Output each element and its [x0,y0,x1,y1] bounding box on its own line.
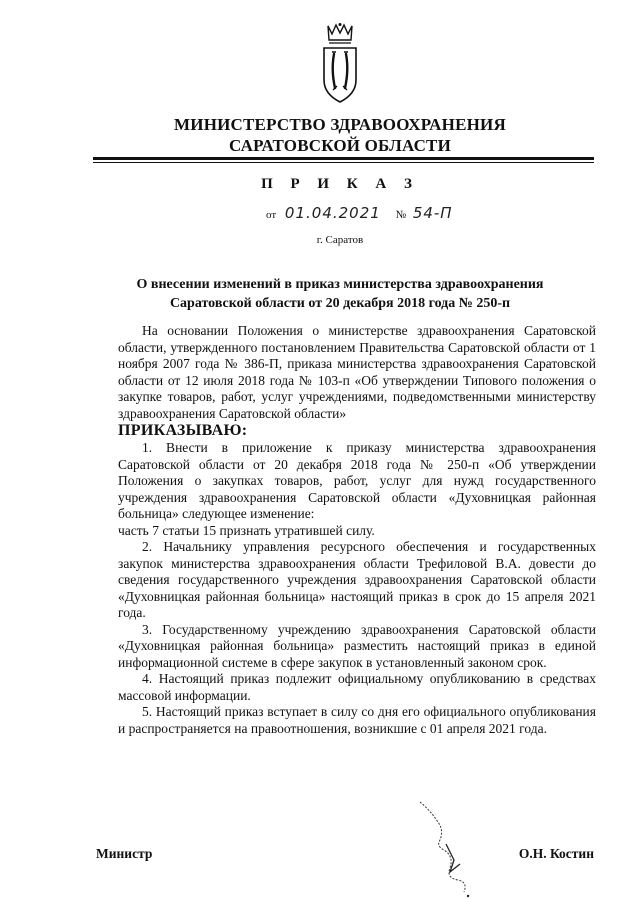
city-label: г. Саратов [316,234,364,246]
signatory-position: Министр [96,846,153,861]
order-item-1: 1. Внести в приложение к приказу министерства здравоохранения Саратовской области от 20 декабря 2018 года № 250-п «Об утверждении Положения о закупках товаров, работ, услуг для нужд государственного учреждения здравоохранения Саратовской области «Духовницкая районная больница» следующее изменение: [118,440,596,521]
ministry-name-line2: САРАТОВСКОЙ ОБЛАСТИ [228,136,452,155]
ministry-name-line1: МИНИСТЕРСТВО ЗДРАВООХРАНЕНИЯ [174,115,506,134]
order-item-4: 4. Настоящий приказ подлежит официальному опубликованию в средствах массовой информации. [118,671,596,703]
subject-heading-line2: Саратовской области от 20 декабря 2018 года № 250-п [169,296,511,311]
order-body [118,323,596,737]
order-date-number [266,204,453,222]
order-item-1-change: часть 7 статьи 15 признать утратившей силу. [118,522,375,538]
handwritten-signature-icon [410,800,490,900]
date-prefix: от [266,209,277,221]
document-type-title: П Р И К А З [261,176,419,192]
header-divider-thick [93,157,594,160]
header-divider-thin [93,162,594,163]
order-item-5: 5. Настоящий приказ вступает в силу со дня его официального опубликования и распространяется на правоотношения, возникшие с 01 апреля 2021 года. [118,704,596,736]
order-word: ПРИКАЗЫВАЮ: [118,422,248,439]
order-item-2: 2. Начальнику управления ресурсного обеспечения и государственных закупок министерства здравоохранения области Трефиловой В.А. довести до сведения государственного учреждения здравоохранения Саратовской области «Духовницкая районная больница» настоящий приказ в срок до 15 апреля 2021 года. [118,539,596,620]
handwritten-date: 01.04.2021 [284,204,381,222]
subject-heading-line1: О внесении изменений в приказ министерства здравоохранения [136,277,544,292]
handwritten-number: 54-П [412,204,453,222]
saratov-coat-of-arms-icon [318,22,362,104]
number-prefix: № [395,209,407,221]
preamble-paragraph: На основании Положения о министерстве здравоохранения Саратовской области, утвержденного постановлением Правительства Саратовской области от 1 ноября 2007 года № 386-П, приказа министерства здравоохранения Саратовской области от 12 июля 2018 года № 103-п «Об утверждении Типового положения о закупке товаров, работ, услуг учреждениями, подведомственными министерству здравоохранения Саратовской области» [118,323,596,421]
order-item-3: 3. Государственному учреждению здравоохранения Саратовской области «Духовницкая районная больница» разместить настоящий приказ в единой информационной системе в сфере закупок в установленный законом срок. [118,621,596,670]
signatory-name: О.Н. Костин [518,846,594,861]
